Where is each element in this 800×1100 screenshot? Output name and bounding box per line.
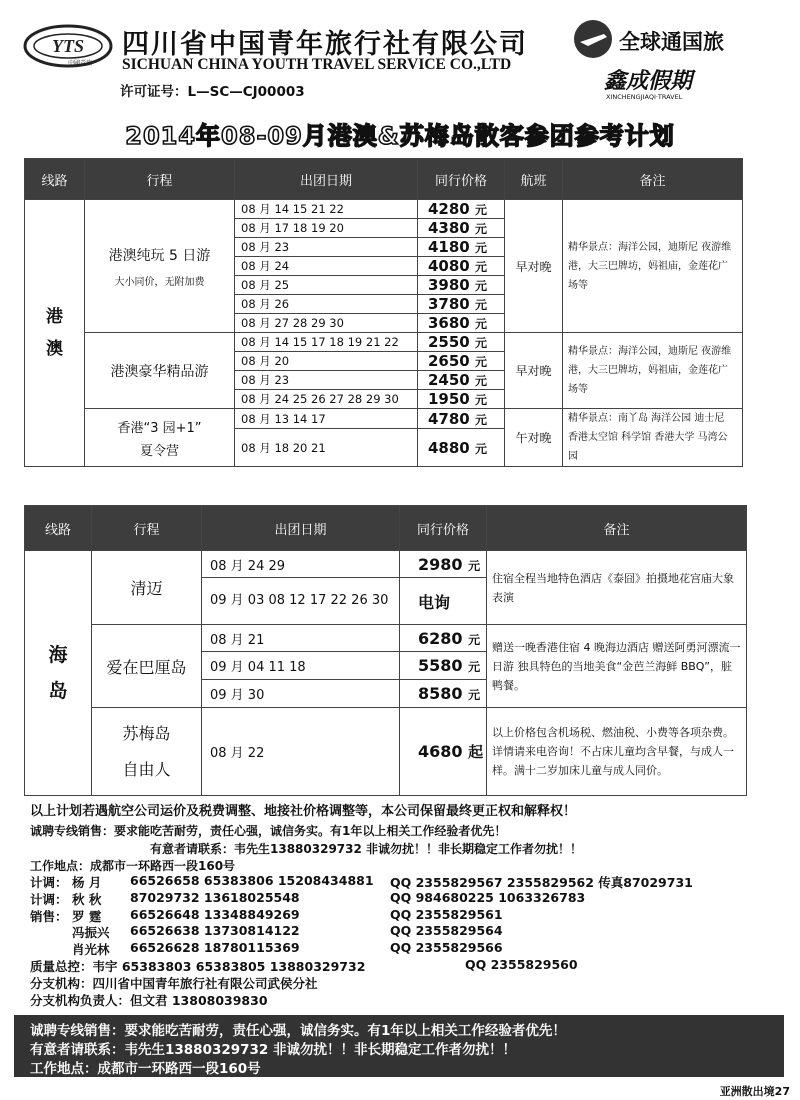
price-cell: 1950 元 bbox=[418, 390, 505, 409]
table-header-row bbox=[25, 506, 747, 551]
table-row bbox=[25, 409, 743, 429]
price-cell: 4080 元 bbox=[418, 257, 505, 276]
itinerary-name: 清迈 bbox=[92, 551, 202, 625]
departure-date: 08 月 17 18 19 20 bbox=[235, 219, 418, 238]
departure-date: 09 月 30 bbox=[202, 680, 400, 708]
note-cell: 以上价格包含机场税、燃油税、小费等各项杂费。详情请来电咨询！不占床儿童均含早餐，与成人一样。满十二岁加床儿童与成人同价。 bbox=[487, 708, 747, 796]
header-departure: 出团日期 bbox=[202, 506, 400, 551]
itinerary-sub: 自由人 bbox=[122, 759, 171, 779]
branch-head: 分支机构负责人：但文君 13808039830 bbox=[30, 993, 268, 1008]
hk-macau-table bbox=[24, 158, 743, 467]
table-header-row bbox=[25, 159, 743, 200]
price-cell: 4380 元 bbox=[418, 219, 505, 238]
note-cell: 赠送一晚香港住宿 4 晚海边酒店 赠送阿勇河漂流一日游 独具特色的当地美食“金芭兰海鲜 BBQ”，脏鸭餐。 bbox=[487, 625, 747, 708]
work-place: 工作地点：成都市一环路西一段160号 bbox=[30, 859, 236, 873]
yts-logo bbox=[22, 22, 114, 70]
banner-line-3: 工作地点：成都市一环路西一段160号 bbox=[30, 1061, 261, 1077]
table-row bbox=[25, 333, 743, 352]
header-note: 备注 bbox=[487, 506, 747, 551]
header-price: 同行价格 bbox=[418, 159, 505, 200]
banner-line-1: 诚聘专线销售：要求能吃苦耐劳，责任心强，诚信务实。有1年以上相关工作经验者优先！ bbox=[30, 1023, 566, 1039]
logo-sub: 中國青旅 bbox=[67, 60, 93, 67]
price-cell: 4880 元 bbox=[418, 429, 505, 467]
price-cell: 2550 元 bbox=[418, 333, 505, 352]
page-title: 2014年08-09月港澳&苏梅岛散客参团参考计划 bbox=[125, 122, 675, 150]
flight-cell: 早对晚 bbox=[505, 333, 563, 409]
note-cell: 住宿全程当地特色酒店《泰囧》拍摄地花宫庙大象表演 bbox=[487, 551, 747, 625]
note-cell: 精华景点：海洋公园，迪斯尼 夜游维港，大三巴牌坊，妈祖庙，金莲花广场等 bbox=[563, 333, 743, 409]
flight-cell: 午对晚 bbox=[505, 409, 563, 467]
departure-date: 08 月 20 bbox=[235, 352, 418, 371]
disclaimer: 以上计划若遇航空公司运价及税费调整、地接社价格调整等，本公司保留最终更正权和解释权！ bbox=[30, 804, 577, 819]
departure-date: 08 月 22 bbox=[202, 708, 400, 796]
header-departure: 出团日期 bbox=[235, 159, 418, 200]
banner-line-2: 有意者请联系：韦先生13880329732 非诚勿扰！！非长期稳定工作者勿扰！！ bbox=[30, 1042, 517, 1058]
globe-plane-icon bbox=[574, 20, 612, 58]
flight-cell: 早对晚 bbox=[505, 200, 563, 333]
region-cell: 海 岛 bbox=[25, 551, 92, 796]
brand1-text: 全球通国旅 bbox=[619, 30, 724, 54]
header-route: 线路 bbox=[25, 159, 85, 200]
header-flight: 航班 bbox=[505, 159, 563, 200]
price-cell: 电询 bbox=[400, 578, 487, 625]
price-cell: 3680 元 bbox=[418, 314, 505, 333]
price-cell: 6280 元 bbox=[400, 625, 487, 652]
note-cell: 精华景点：海洋公园，迪斯尼 夜游维港，大三巴牌坊，妈祖庙，金莲花广场等 bbox=[563, 200, 743, 333]
departure-date: 08 月 14 15 17 18 19 21 22 bbox=[235, 333, 418, 352]
header-itinerary: 行程 bbox=[85, 159, 235, 200]
departure-date: 08 月 14 15 21 22 bbox=[235, 200, 418, 219]
header-note: 备注 bbox=[563, 159, 743, 200]
price-cell: 2650 元 bbox=[418, 352, 505, 371]
departure-date: 08 月 24 29 bbox=[202, 551, 400, 578]
brand-xincheng-sub: XINCHENGJIAQI·TRAVEL bbox=[606, 93, 683, 101]
itinerary-cell bbox=[85, 200, 235, 333]
itinerary-cell bbox=[85, 333, 235, 409]
table-row bbox=[25, 200, 743, 219]
departure-date: 08 月 23 bbox=[235, 238, 418, 257]
table-row bbox=[25, 551, 747, 578]
itinerary-name: 港澳纯玩 5 日游 bbox=[108, 247, 211, 264]
price-cell: 4680 起 bbox=[400, 708, 487, 796]
price-cell: 4780 元 bbox=[418, 409, 505, 429]
branch: 分支机构：四川省中国青年旅行社有限公司武侯分社 bbox=[30, 976, 318, 991]
page-footer: 亚洲散出境27 bbox=[719, 1085, 790, 1098]
departure-date: 08 月 23 bbox=[235, 371, 418, 390]
departure-date: 08 月 21 bbox=[202, 625, 400, 652]
note-cell: 精华景点：南丫岛 海洋公园 迪士尼 香港太空馆 科学馆 香港大学 马湾公园 bbox=[563, 409, 743, 467]
region-cell: 港 澳 bbox=[25, 200, 85, 467]
price-cell: 8580 元 bbox=[400, 680, 487, 708]
departure-date: 08 月 24 25 26 27 28 29 30 bbox=[235, 390, 418, 409]
price-cell: 4180 元 bbox=[418, 238, 505, 257]
itinerary-name: 苏梅岛 bbox=[122, 723, 171, 743]
island-table bbox=[24, 505, 747, 796]
departure-date: 08 月 18 20 21 bbox=[235, 429, 418, 467]
departure-date: 08 月 25 bbox=[235, 276, 418, 295]
itinerary-cell bbox=[92, 708, 202, 796]
price-cell: 3980 元 bbox=[418, 276, 505, 295]
header-price: 同行价格 bbox=[400, 506, 487, 551]
price-cell: 3780 元 bbox=[418, 295, 505, 314]
departure-date: 08 月 24 bbox=[235, 257, 418, 276]
license-number: 许可证号：L—SC—CJ00003 bbox=[120, 84, 305, 100]
table-row bbox=[25, 625, 747, 652]
logo-text: YTS bbox=[51, 36, 85, 56]
recruit-text: 诚聘专线销售：要求能吃苦耐劳，责任心强，诚信务实。有1年以上相关工作经验者优先！ bbox=[30, 824, 507, 838]
header-itinerary: 行程 bbox=[92, 506, 202, 551]
price-cell: 2450 元 bbox=[418, 371, 505, 390]
itinerary-sub: 夏令营 bbox=[139, 443, 179, 459]
itinerary-name: 香港“3 园+1” bbox=[117, 420, 202, 436]
price-cell: 4280 元 bbox=[418, 200, 505, 219]
itinerary-name: 爱在巴厘岛 bbox=[92, 625, 202, 708]
itinerary-sub: 大小同价，无附加费 bbox=[114, 276, 205, 288]
brand-quanqiutong bbox=[574, 20, 754, 60]
price-cell: 5580 元 bbox=[400, 652, 487, 680]
company-name-en: SICHUAN CHINA YOUTH TRAVEL SERVICE CO.,LTD bbox=[122, 56, 512, 73]
recruit-banner bbox=[14, 1015, 784, 1077]
recruit-contact: 有意者请联系：韦先生13880329732 非诚勿扰！！非长期稳定工作者勿扰！！ bbox=[150, 842, 583, 856]
brand-xincheng: 鑫成假期 bbox=[604, 69, 693, 94]
departure-date: 09 月 03 08 12 17 22 26 30 bbox=[202, 578, 400, 625]
itinerary-cell bbox=[85, 409, 235, 467]
departure-date: 08 月 26 bbox=[235, 295, 418, 314]
itinerary-name: 港澳豪华精品游 bbox=[110, 363, 209, 380]
header-route: 线路 bbox=[25, 506, 92, 551]
company-name-cn: 四川省中国青年旅行社有限公司 bbox=[122, 29, 528, 60]
departure-date: 08 月 13 14 17 bbox=[235, 409, 418, 429]
departure-date: 09 月 04 11 18 bbox=[202, 652, 400, 680]
table-row bbox=[25, 708, 747, 796]
departure-date: 08 月 27 28 29 30 bbox=[235, 314, 418, 333]
price-cell: 2980 元 bbox=[400, 551, 487, 578]
